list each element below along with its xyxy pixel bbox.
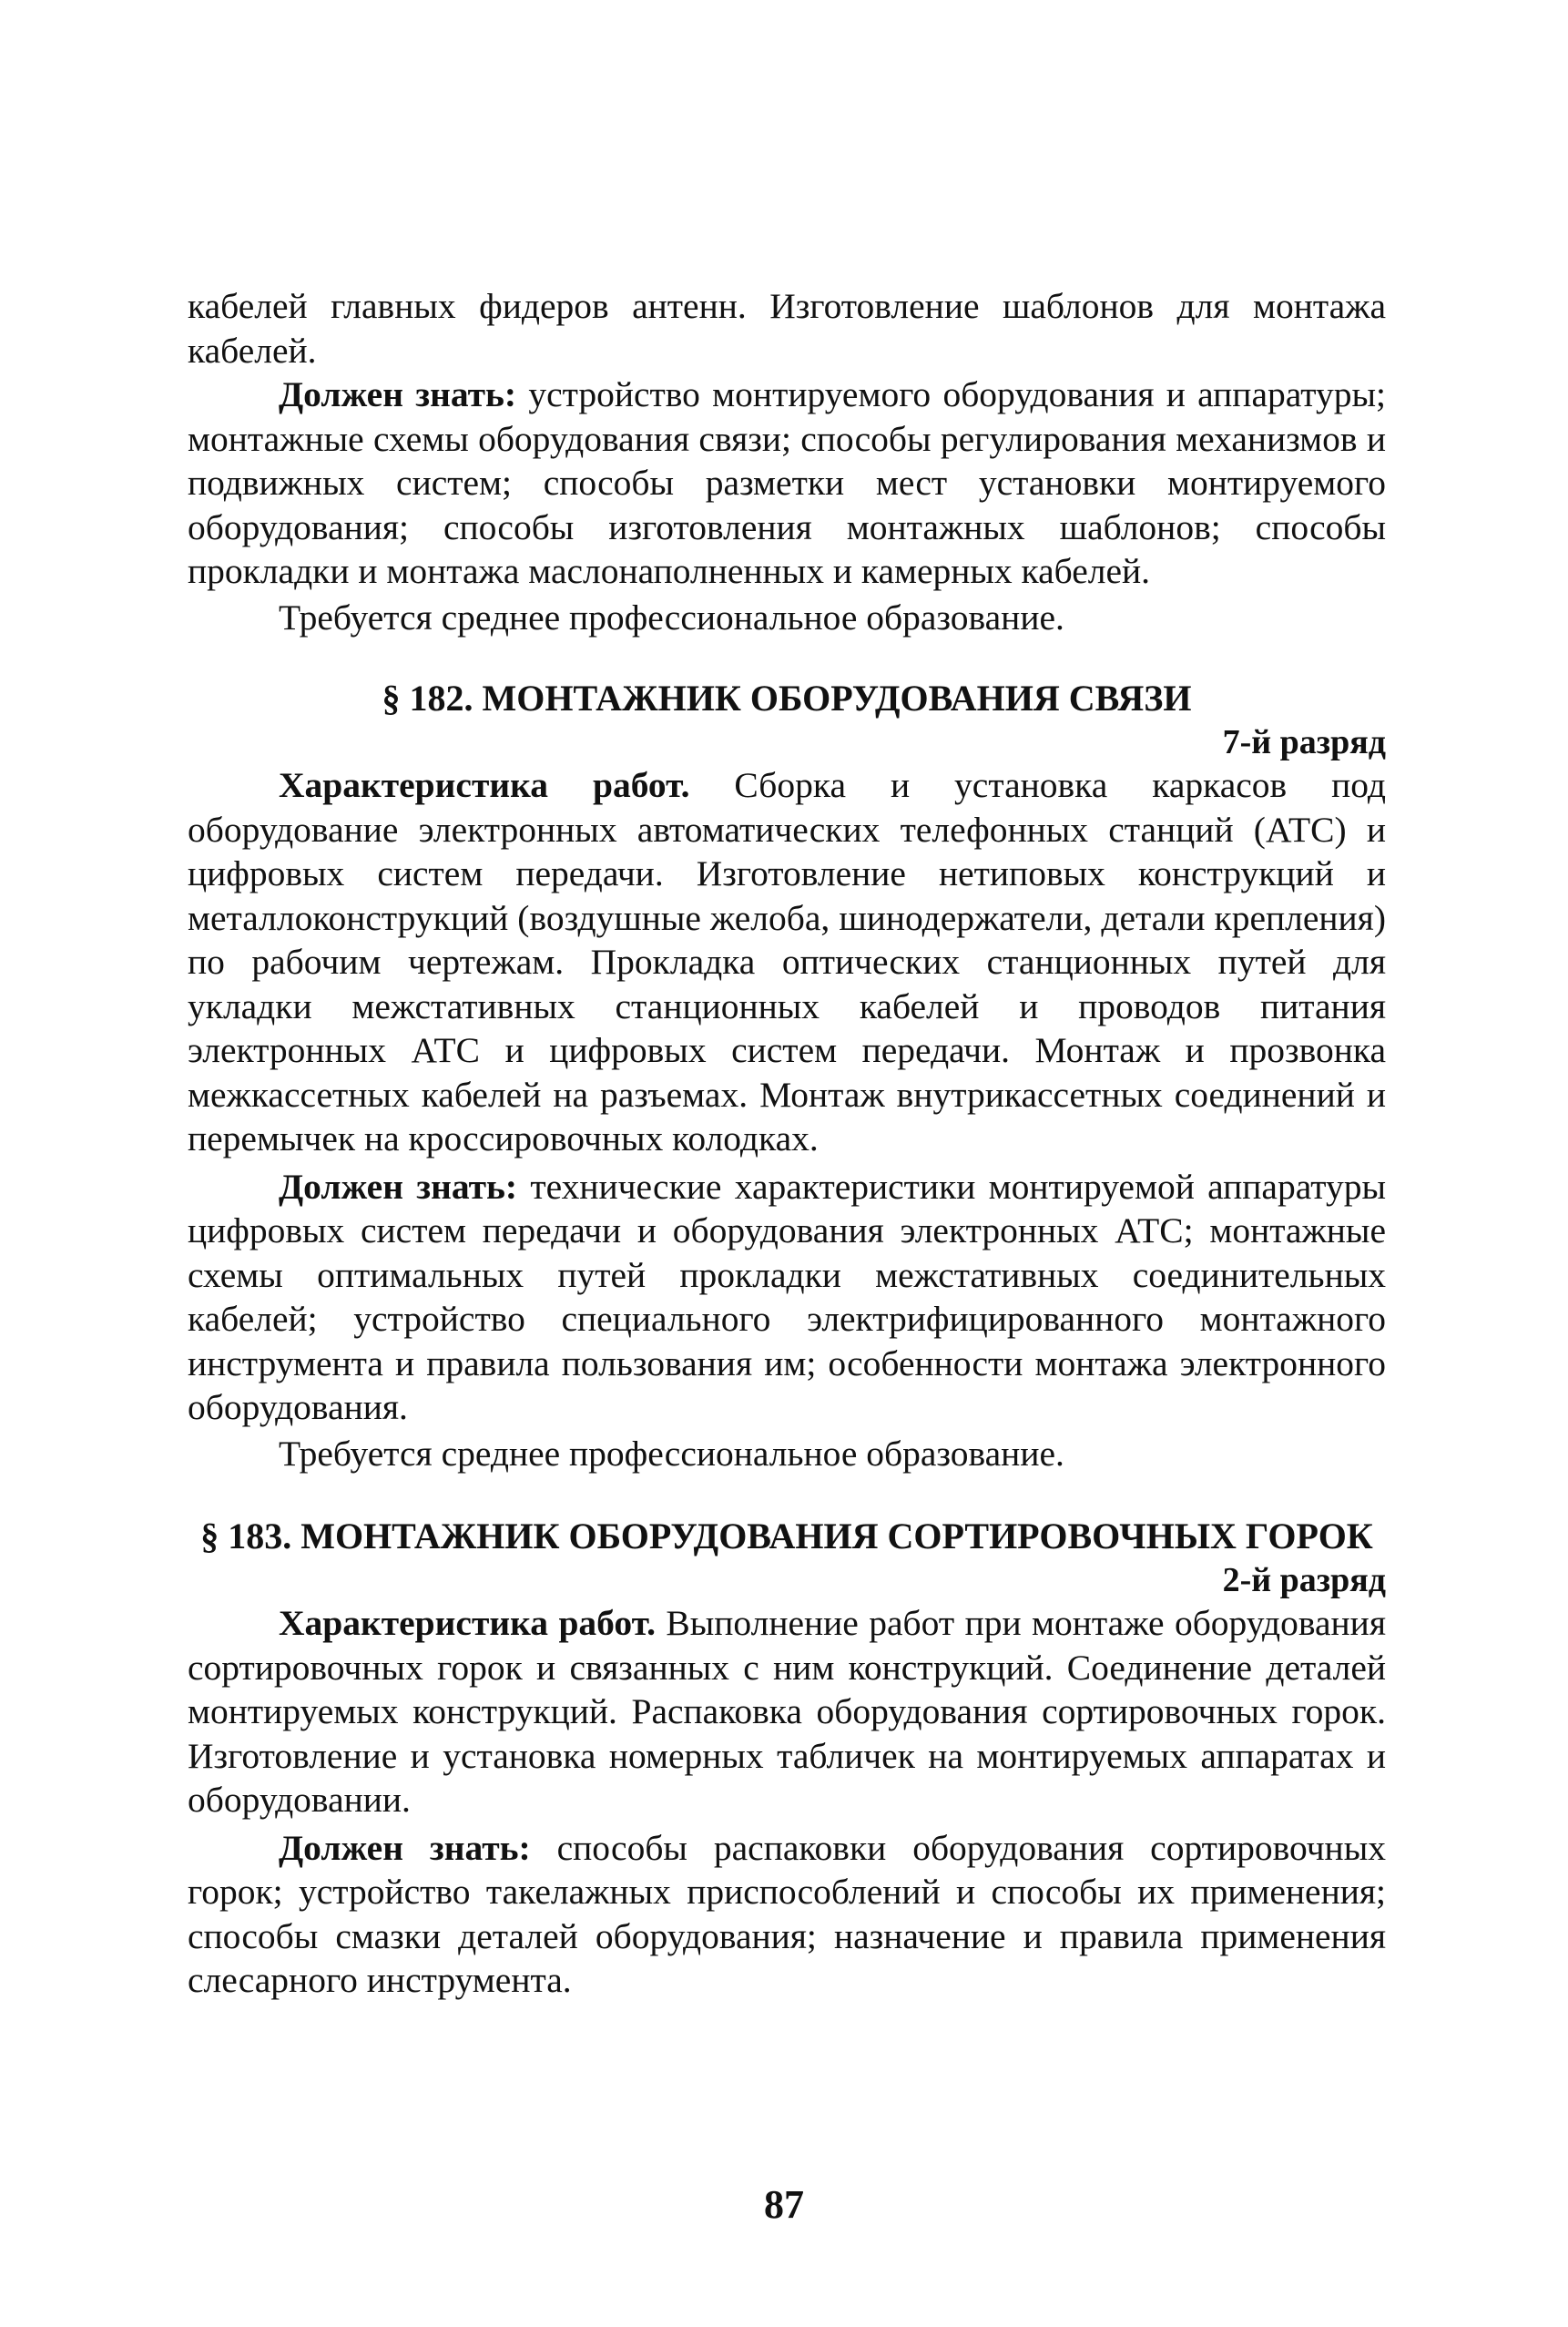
section-183-knowledge-text: способы распаковки оборудования сортировочных горок; устройство такелажных приспособлений и способы их применения; способы смазки деталей оборудования; назначение и правила применения слесарного инструмента. <box>188 1827 1386 2000</box>
page-number: 87 <box>764 2182 804 2227</box>
section-183-characteristics <box>188 1601 1386 1822</box>
section-182-characteristics-term: Характеристика работ. <box>279 765 690 805</box>
section-183 <box>188 1514 1386 2003</box>
page-body <box>188 284 1386 2003</box>
section-183-grade: 2-й разряд <box>1222 1561 1386 1599</box>
continuation-paragraph <box>188 284 1386 373</box>
section-183-knowledge-term: Должен знать: <box>279 1827 531 1868</box>
section-182-knowledge <box>188 1165 1386 1430</box>
section-182-characteristics <box>188 763 1386 1161</box>
section-182-knowledge-text: технические характеристики монтируемой аппаратуры цифровых систем передачи и оборудования электронных АТС; монтажные схемы оптимальных путей прокладки межстативных соединительных кабелей; устройство специального электрифицированного монтажного инструмента и правила пользования им; особенности монтажа электронного оборудования. <box>188 1166 1386 1427</box>
section-182-grade: 7-й разряд <box>1222 723 1386 761</box>
section-183-characteristics-text: Выполнение работ при монтаже оборудования сортировочных горок и связанных с ним конструкций. Соединение деталей монтируемых конструкций. Распаковка оборудования сортировочных горок. Изготовление и установка номерных табличек на монтируемых аппаратах и оборудовании. <box>188 1603 1386 1820</box>
section-183-characteristics-term: Характеристика работ. <box>279 1603 656 1643</box>
section-182-knowledge-term: Должен знать: <box>279 1166 518 1207</box>
continuation-text: кабелей главных фидеров антенн. Изготовление шаблонов для монтажа кабелей. <box>188 286 1386 371</box>
section-182-requirement: Требуется среднее профессиональное образование. <box>279 1433 1064 1474</box>
section-182-heading: § 182. МОНТАЖНИК ОБОРУДОВАНИЯ СВЯЗИ <box>382 678 1192 719</box>
section-183-heading: § 183. МОНТАЖНИК ОБОРУДОВАНИЯ СОРТИРОВОЧНЫХ ГОРОК <box>200 1516 1373 1556</box>
prev-knowledge-term: Должен знать: <box>279 374 517 414</box>
section-182-characteristics-text: Сборка и установка каркасов под оборудование электронных автоматических телефонных станций (АТС) и цифровых систем передачи. Изготовление нетиповых конструкций и металлоконструкций (воздушные желоба, шинодержатели, детали крепления) по рабочим чертежам. Прокладка оптических станционных путей для укладки межстативных станционных кабелей и проводов питания электронных АТС и цифровых систем передачи. Монтаж и прозвонка межкассетных кабелей на разъемах. Монтаж внутрикассетных соединений и перемычек на кроссировочных колодках. <box>188 765 1386 1158</box>
section-182 <box>188 676 1386 1475</box>
prev-knowledge-text: устройство монтируемого оборудования и аппаратуры; монтажные схемы оборудования связи; способы регулирования механизмов и подвижных систем; способы разметки мест установки монтируемого оборудования; способы изготовления монтажных шаблонов; способы прокладки и монтажа маслонаполненных и камерных кабелей. <box>188 374 1386 591</box>
prev-requirement: Требуется среднее профессиональное образование. <box>279 597 1064 638</box>
section-183-knowledge <box>188 1826 1386 2003</box>
prev-knowledge-paragraph <box>188 373 1386 594</box>
